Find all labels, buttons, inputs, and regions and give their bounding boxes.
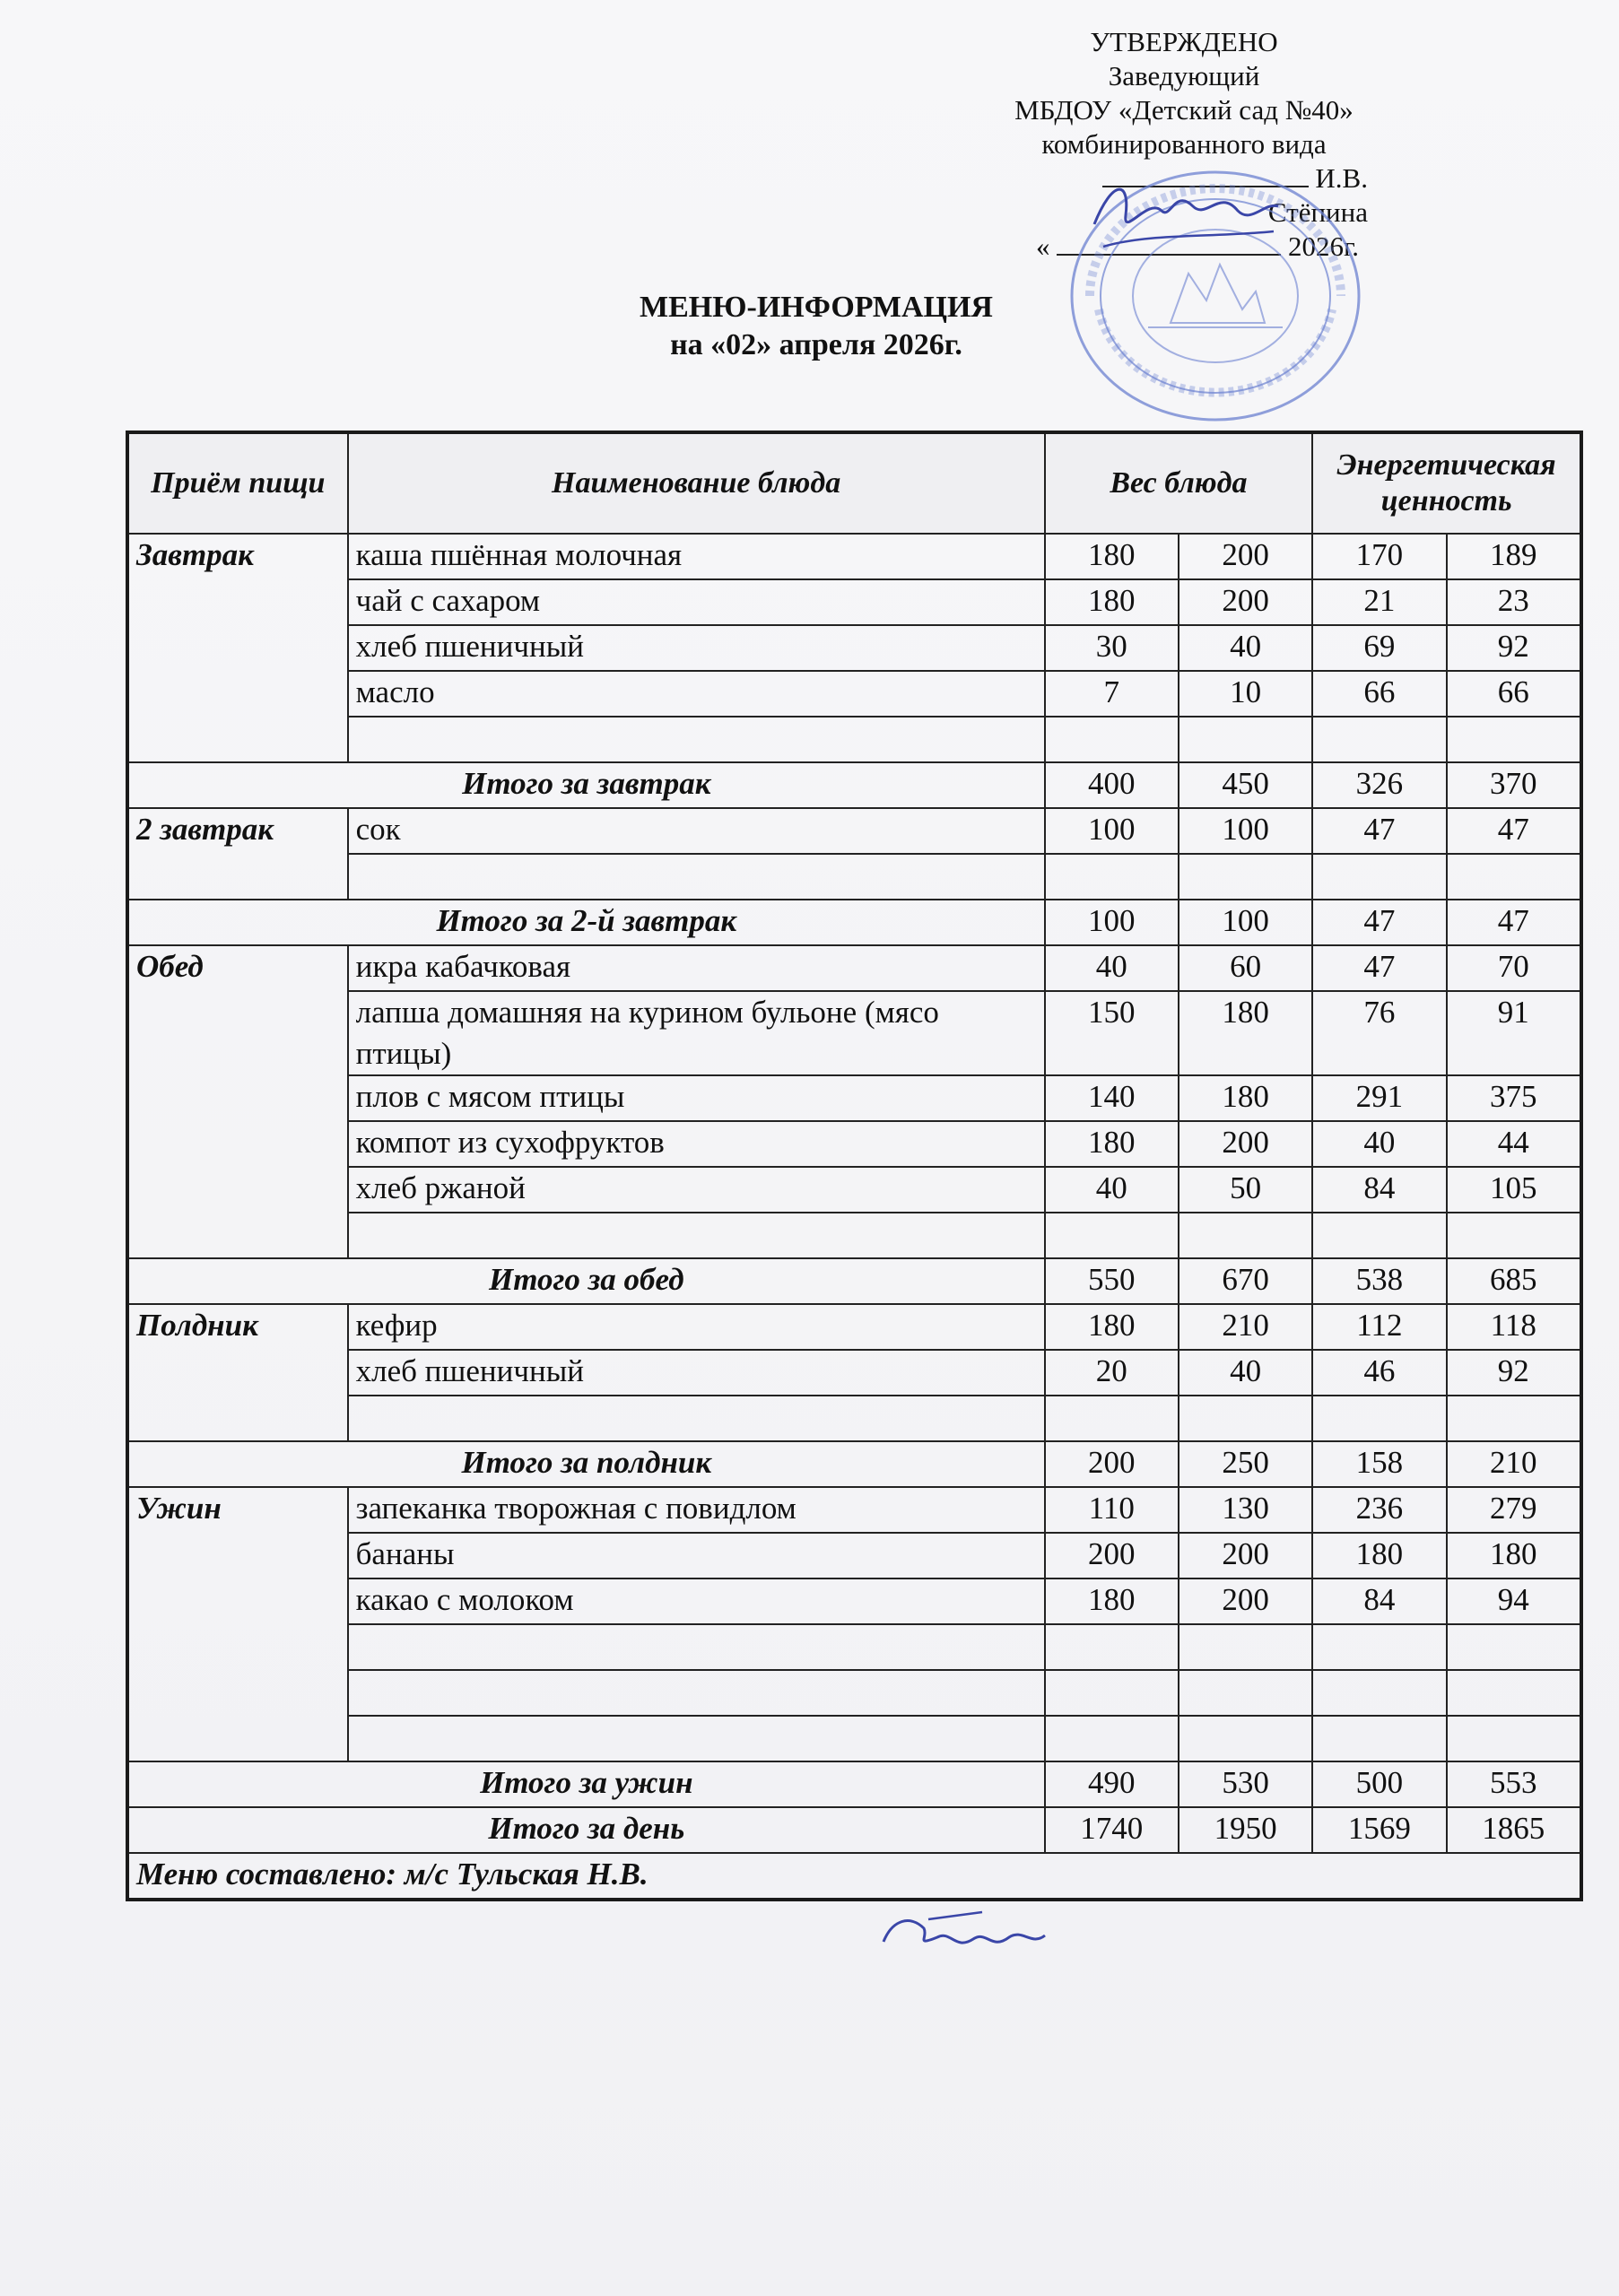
table-row [127,1304,1581,1350]
dish-weight [1045,717,1179,762]
title-date: на «02» апреля 2026г. [670,328,962,361]
dish-weight [1179,1716,1312,1761]
section-total-value: 450 [1179,762,1312,808]
dish-name: хлеб ржаной [348,1167,1045,1213]
approval-date-year: 2026г. [1288,230,1359,262]
dish-name [348,1716,1045,1761]
dish-energy: 23 [1447,579,1581,625]
dish-energy: 375 [1447,1075,1581,1121]
dish-energy: 44 [1447,1121,1581,1167]
dish-weight: 100 [1045,808,1179,854]
section-total-label: Итого за ужин [127,1761,1045,1807]
dish-weight: 140 [1045,1075,1179,1121]
meal-name: Обед [127,945,348,1258]
section-total-row [127,1761,1581,1807]
dish-weight: 130 [1179,1487,1312,1533]
dish-weight: 200 [1179,1121,1312,1167]
section-total-label: Итого за обед [127,1258,1045,1304]
dish-energy [1312,1624,1446,1670]
section-total-row [127,1258,1581,1304]
dish-energy: 47 [1447,808,1581,854]
dish-energy: 47 [1312,945,1446,991]
dish-weight [1045,1716,1179,1761]
dish-energy [1447,1396,1581,1441]
dish-name [348,1396,1045,1441]
dish-energy [1312,717,1446,762]
dish-weight [1045,1670,1179,1716]
dish-energy [1447,717,1581,762]
table-header-row [127,432,1581,534]
approval-position: Заведующий [1108,60,1260,91]
dish-energy: 92 [1447,1350,1581,1396]
dish-energy: 170 [1312,534,1446,579]
dish-weight [1045,1624,1179,1670]
meal-name: Полдник [127,1304,348,1441]
dish-energy [1447,1716,1581,1761]
meal-name: Ужин [127,1487,348,1761]
dish-weight [1045,854,1179,900]
dish-energy: 180 [1312,1533,1446,1578]
section-total-row [127,1441,1581,1487]
dish-name: каша пшённая молочная [348,534,1045,579]
dish-energy [1312,854,1446,900]
dish-name: плов с мясом птицы [348,1075,1045,1121]
dish-name: хлеб пшеничный [348,625,1045,671]
dish-name: лапша домашняя на курином бульоне (мясо птицы) [348,991,1045,1075]
menu-table [126,430,1583,1901]
section-total-value: 47 [1447,900,1581,945]
menu-compiler: Меню составлено: м/с Тульская Н.В. [127,1853,1581,1900]
section-total-value: 158 [1312,1441,1446,1487]
dish-weight: 180 [1045,1578,1179,1624]
dish-weight: 180 [1045,1121,1179,1167]
dish-energy: 112 [1312,1304,1446,1350]
dish-energy: 21 [1312,579,1446,625]
dish-energy: 94 [1447,1578,1581,1624]
dish-weight [1179,1670,1312,1716]
approval-organization: МБДОУ «Детский сад №40» [1014,94,1354,126]
dish-weight: 200 [1179,534,1312,579]
dish-weight: 200 [1179,579,1312,625]
dish-weight: 210 [1179,1304,1312,1350]
approval-date-prefix: « [1036,230,1050,262]
section-total-label: Итого за 2-й завтрак [127,900,1045,945]
section-total-value: 670 [1179,1258,1312,1304]
approval-organization-type: комбинированного вида [1041,128,1327,160]
dish-weight [1179,717,1312,762]
meal-name: 2 завтрак [127,808,348,900]
dish-energy [1447,1670,1581,1716]
dish-energy [1447,1624,1581,1670]
dish-name: кефир [348,1304,1045,1350]
dish-weight: 180 [1045,534,1179,579]
section-total-value: 250 [1179,1441,1312,1487]
section-total-value: 47 [1312,900,1446,945]
section-total-value: 100 [1179,900,1312,945]
table-row [127,945,1581,991]
dish-weight: 180 [1045,1304,1179,1350]
dish-energy: 40 [1312,1121,1446,1167]
day-total-value: 1950 [1179,1807,1312,1853]
dish-energy: 69 [1312,625,1446,671]
dish-energy: 236 [1312,1487,1446,1533]
dish-weight: 200 [1179,1578,1312,1624]
dish-energy [1312,1213,1446,1258]
dish-name: какао с молоком [348,1578,1045,1624]
dish-energy: 291 [1312,1075,1446,1121]
day-total-row [127,1807,1581,1853]
dish-energy: 84 [1312,1578,1446,1624]
dish-energy [1312,1716,1446,1761]
dish-energy: 180 [1447,1533,1581,1578]
dish-weight: 7 [1045,671,1179,717]
dish-name: хлеб пшеничный [348,1350,1045,1396]
dish-weight: 60 [1179,945,1312,991]
menu-table-body [127,534,1581,1900]
dish-name: бананы [348,1533,1045,1578]
dish-energy: 118 [1447,1304,1581,1350]
dish-name: чай с сахаром [348,579,1045,625]
dish-name [348,1624,1045,1670]
dish-name: сок [348,808,1045,854]
dish-name [348,1670,1045,1716]
dish-weight [1179,854,1312,900]
section-total-value: 530 [1179,1761,1312,1807]
dish-weight: 50 [1179,1167,1312,1213]
dish-energy: 189 [1447,534,1581,579]
section-total-value: 400 [1045,762,1179,808]
section-total-value: 685 [1447,1258,1581,1304]
title-main: МЕНЮ-ИНФОРМАЦИЯ [640,291,993,324]
dish-weight: 200 [1045,1533,1179,1578]
dish-weight: 40 [1045,1167,1179,1213]
footer-row [127,1853,1581,1900]
dish-energy: 66 [1447,671,1581,717]
document-title [574,289,1058,364]
dish-name: компот из сухофруктов [348,1121,1045,1167]
section-total-value: 553 [1447,1761,1581,1807]
dish-name [348,854,1045,900]
table-row [127,1487,1581,1533]
dish-weight: 200 [1179,1533,1312,1578]
day-total-value: 1865 [1447,1807,1581,1853]
dish-weight [1179,1396,1312,1441]
dish-energy: 91 [1447,991,1581,1075]
dish-energy: 76 [1312,991,1446,1075]
header-energy: Энергетическая ценность [1312,432,1581,534]
section-total-value: 490 [1045,1761,1179,1807]
dish-weight [1179,1213,1312,1258]
dish-energy [1312,1396,1446,1441]
dish-weight: 100 [1179,808,1312,854]
section-total-value: 100 [1045,900,1179,945]
dish-energy [1312,1670,1446,1716]
dish-weight: 40 [1179,625,1312,671]
director-signature [1085,161,1283,260]
approval-signer-name: И.В. Стёпина [1267,162,1368,228]
dish-energy: 47 [1312,808,1446,854]
day-total-value: 1740 [1045,1807,1179,1853]
dish-name: икра кабачковая [348,945,1045,991]
day-total-value: 1569 [1312,1807,1446,1853]
compiler-signature [875,1901,1054,1973]
section-total-value: 326 [1312,762,1446,808]
dish-weight: 110 [1045,1487,1179,1533]
dish-energy: 84 [1312,1167,1446,1213]
dish-energy [1447,854,1581,900]
dish-energy: 279 [1447,1487,1581,1533]
dish-energy: 92 [1447,625,1581,671]
dish-energy: 105 [1447,1167,1581,1213]
section-total-row [127,762,1581,808]
section-total-label: Итого за завтрак [127,762,1045,808]
dish-weight [1045,1396,1179,1441]
dish-weight: 40 [1045,945,1179,991]
day-total-label: Итого за день [127,1807,1045,1853]
section-total-value: 538 [1312,1258,1446,1304]
dish-weight: 180 [1179,1075,1312,1121]
approval-heading: УТВЕРЖДЕНО [1090,26,1278,57]
dish-name: запеканка творожная с повидлом [348,1487,1045,1533]
dish-energy: 66 [1312,671,1446,717]
dish-weight: 150 [1045,991,1179,1075]
table-row [127,534,1581,579]
section-total-value: 210 [1447,1441,1581,1487]
section-total-row [127,900,1581,945]
dish-weight: 180 [1179,991,1312,1075]
dish-name: масло [348,671,1045,717]
table-row [127,808,1581,854]
dish-name [348,717,1045,762]
header-weight: Вес блюда [1045,432,1313,534]
section-total-label: Итого за полдник [127,1441,1045,1487]
section-total-value: 200 [1045,1441,1179,1487]
dish-weight: 20 [1045,1350,1179,1396]
header-dish: Наименование блюда [348,432,1045,534]
dish-name [348,1213,1045,1258]
section-total-value: 500 [1312,1761,1446,1807]
dish-energy: 46 [1312,1350,1446,1396]
dish-weight [1179,1624,1312,1670]
section-total-value: 550 [1045,1258,1179,1304]
dish-weight: 10 [1179,671,1312,717]
dish-weight: 40 [1179,1350,1312,1396]
meal-name: Завтрак [127,534,348,762]
dish-weight: 30 [1045,625,1179,671]
dish-weight [1045,1213,1179,1258]
dish-weight: 180 [1045,579,1179,625]
header-meal: Приём пищи [127,432,348,534]
dish-energy: 70 [1447,945,1581,991]
section-total-value: 370 [1447,762,1581,808]
dish-energy [1447,1213,1581,1258]
